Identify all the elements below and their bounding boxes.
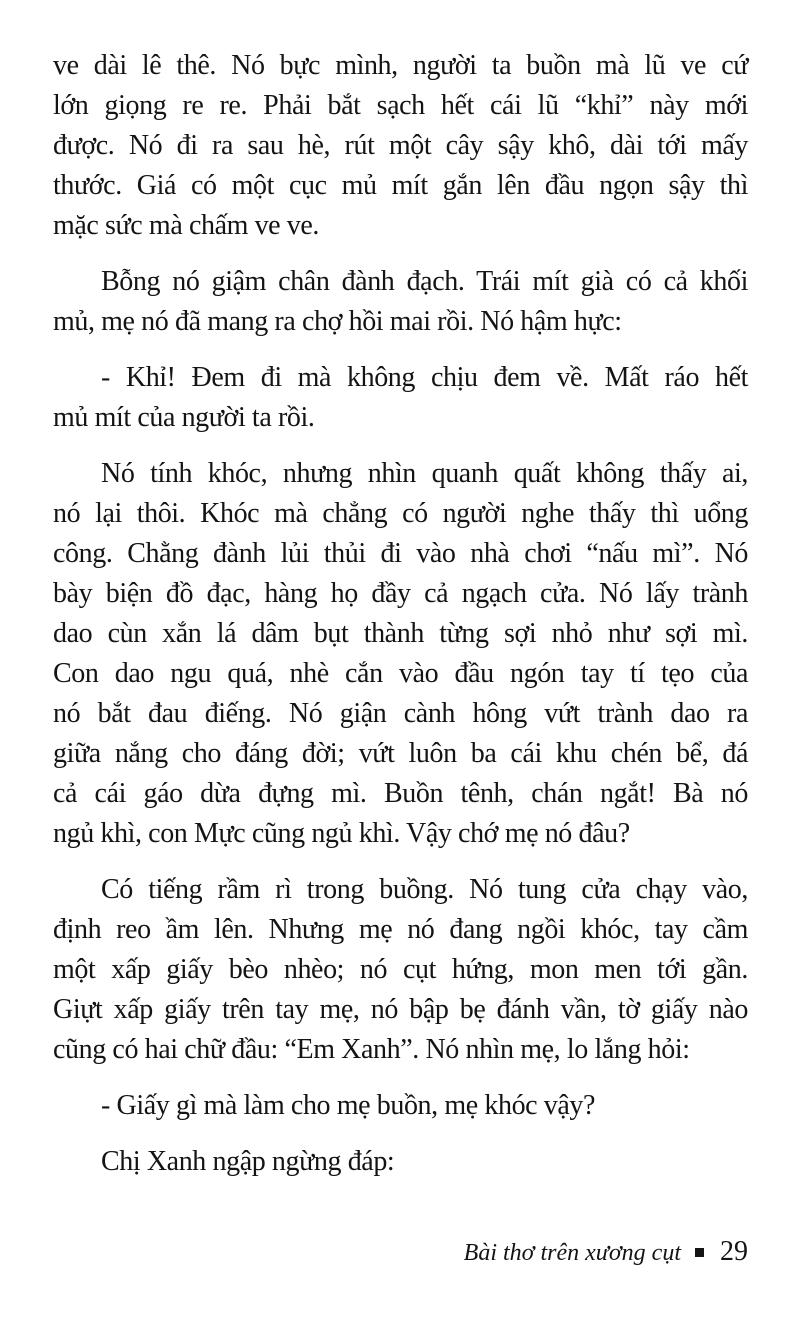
text-line: ve dài lê thê. Nó bực mình, người ta buồn mà lũ ve cứ [53, 50, 748, 81]
text-line: cả cái gáo dừa đựng mì. Buồn tênh, chán ngắt! Bà nó [53, 778, 748, 809]
text-line: nó bắt đau điếng. Nó giận cành hông vứt trành dao ra [53, 698, 748, 729]
text-line: Giựt xấp giấy trên tay mẹ, nó bập bẹ đánh vần, tờ giấy nào [53, 994, 748, 1025]
paragraph [53, 46, 748, 246]
text-line: cũng có hai chữ đầu: “Em Xanh”. Nó nhìn mẹ, lo lắng hỏi: [53, 1034, 690, 1065]
footer-chapter-title: Bài thơ trên xương cụt [463, 1240, 681, 1266]
page-footer [464, 1236, 748, 1269]
page-number: 29 [720, 1236, 748, 1267]
text-line: dao cùn xắn lá dâm bụt thành từng sợi nhỏ như sợi mì. [53, 618, 748, 649]
text-line: ngủ khì, con Mực cũng ngủ khì. Vậy chớ mẹ nó đâu? [53, 818, 630, 849]
text-line: Có tiếng rầm rì trong buồng. Nó tung cửa chạy vào, [101, 874, 748, 905]
square-bullet-icon [695, 1248, 704, 1257]
text-line: - Giấy gì mà làm cho mẹ buồn, mẹ khóc vậy? [101, 1090, 596, 1121]
text-line: định reo ầm lên. Nhưng mẹ nó đang ngồi khóc, tay cầm [53, 914, 748, 945]
text-line: thước. Giá có một cục mủ mít gắn lên đầu ngọn sậy thì [53, 170, 748, 201]
text-line: giữa nắng cho đáng đời; vứt luôn ba cái khu chén bể, đá [53, 738, 748, 769]
text-line: mặc sức mà chấm ve ve. [53, 210, 320, 241]
text-line: Chị Xanh ngập ngừng đáp: [101, 1146, 395, 1177]
paragraph [53, 870, 748, 1070]
text-line: được. Nó đi ra sau hè, rút một cây sậy khô, dài tới mấy [53, 130, 748, 161]
text-line: công. Chằng đành lủi thủi đi vào nhà chơi “nấu mì”. Nó [53, 538, 748, 569]
text-line: mủ, mẹ nó đã mang ra chợ hồi mai rồi. Nó hậm hực: [53, 306, 622, 337]
text-line: bày biện đồ đạc, hàng họ đầy cả ngạch cửa. Nó lấy trành [53, 578, 748, 609]
paragraph [53, 358, 748, 438]
paragraph [53, 262, 748, 342]
text-line: nó lại thôi. Khóc mà chẳng có người nghe thấy thì uổng [53, 498, 748, 529]
paragraph [53, 1142, 748, 1182]
text-line: một xấp giấy bèo nhèo; nó cụt hứng, mon men tới gần. [53, 954, 748, 985]
text-line: Con dao ngu quá, nhè cắn vào đầu ngón tay tí tẹo của [53, 658, 748, 689]
text-line: lớn giọng re re. Phải bắt sạch hết cái lũ “khỉ” này mới [53, 90, 748, 121]
text-line: mủ mít của người ta rồi. [53, 402, 315, 433]
text-line: Bỗng nó giậm chân đành đạch. Trái mít già có cả khối [101, 266, 748, 297]
paragraph [53, 1086, 748, 1126]
paragraph [53, 454, 748, 854]
text-line: Nó tính khóc, nhưng nhìn quanh quất không thấy ai, [101, 458, 748, 489]
text-line: - Khỉ! Đem đi mà không chịu đem về. Mất ráo hết [101, 362, 748, 393]
